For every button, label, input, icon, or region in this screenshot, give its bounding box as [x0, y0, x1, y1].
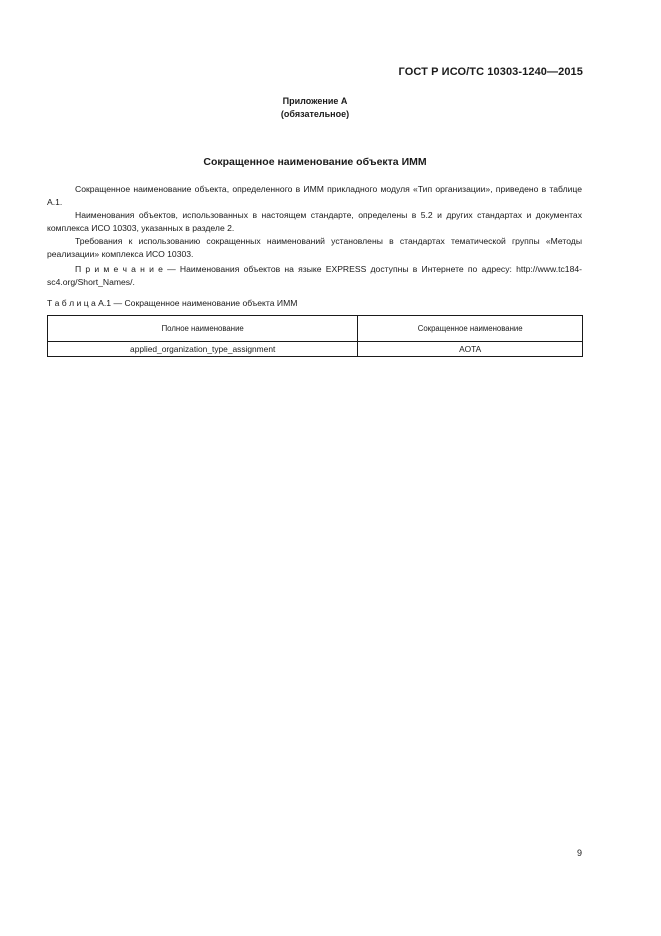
appendix-heading [0, 95, 630, 121]
column-header-full-name: Полное наименование [48, 316, 358, 342]
standard-designation: ГОСТ Р ИСО/ТС 10303-1240—2015 [398, 66, 583, 78]
note-label: П р и м е ч а н и е [75, 264, 163, 274]
page-number: 9 [576, 848, 582, 858]
paragraph: Наименования объектов, использованных в настоящем стандарте, определены в 5.2 и других стандартах и документах комплекса ИСО 10303, указанных в разделе 2. [47, 210, 582, 233]
short-names-table [47, 315, 583, 357]
table-caption-label: Т а б л и ц а А.1 [47, 298, 112, 308]
section-title: Сокращенное наименование объекта ИММ [203, 156, 427, 168]
table-cell-short-name: AOTA [358, 342, 583, 357]
table-cell-full-name: applied_organization_type_assignment [48, 342, 358, 357]
note-paragraph [47, 263, 582, 289]
paragraph: Требования к использованию сокращенных наименований установлены в стандартах тематической группы «Методы реализации» комплекса ИСО 10303. [47, 236, 582, 259]
table-header-row [48, 316, 583, 342]
body-text [47, 183, 582, 289]
table-caption [47, 298, 297, 308]
note-text: — Наименования объектов на языке EXPRESS доступны в Интернете по адресу: http://www.tc184-sc4.org/Short_Names/. [47, 264, 582, 287]
appendix-title: Приложение А [282, 96, 348, 106]
table-row [48, 342, 583, 357]
table-caption-text: — Сокращенное наименование объекта ИММ [111, 298, 298, 308]
column-header-short-name: Сокращенное наименование [358, 316, 583, 342]
paragraph: Сокращенное наименование объекта, определенного в ИММ прикладного модуля «Тип организации», приведено в таблице А.1. [47, 184, 582, 207]
appendix-status: (обязательное) [280, 109, 350, 119]
